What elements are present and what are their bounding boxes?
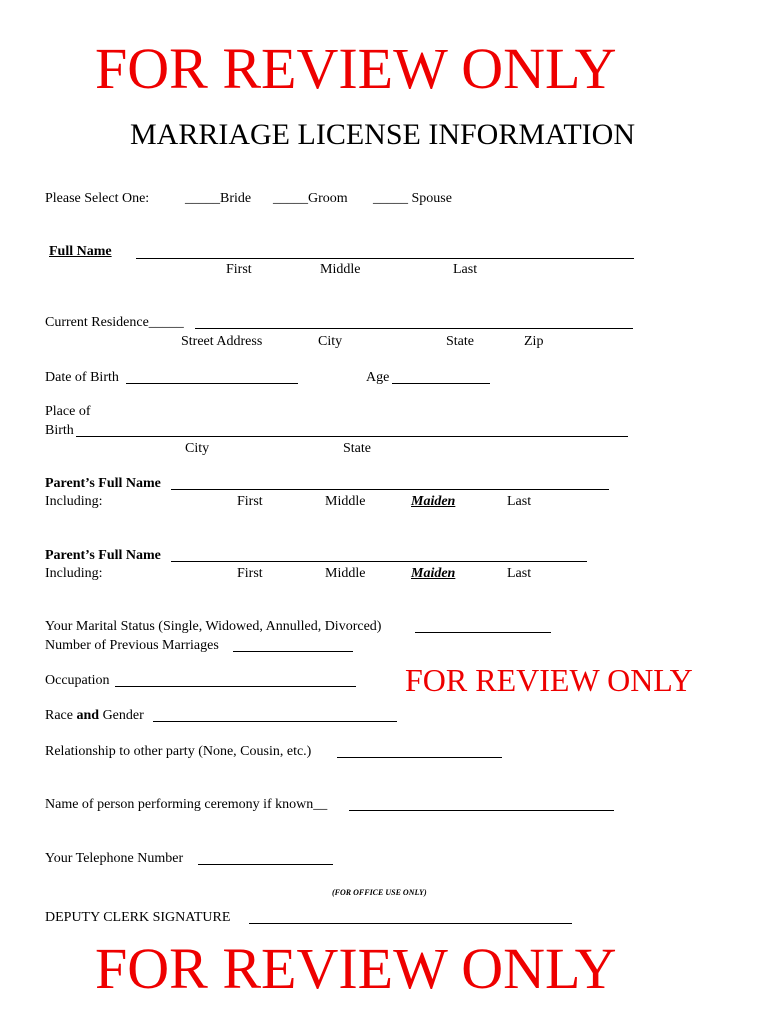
select-label: Please Select One:: [45, 191, 150, 206]
parent1-first-caption: First: [237, 494, 263, 509]
residence-street-caption: Street Address: [181, 334, 263, 349]
previous-marriages-label: Number of Previous Marriages: [45, 638, 219, 653]
residence-zip-caption: Zip: [524, 334, 544, 349]
parent2-label: Parent’s Full Name: [45, 548, 161, 563]
residence-state-caption: State: [446, 334, 474, 349]
parent2-including: Including:: [45, 566, 103, 581]
age-field[interactable]: [392, 383, 490, 384]
dob-field[interactable]: [126, 383, 298, 384]
option-bride[interactable]: _____Bride: [185, 191, 252, 206]
parent2-first-caption: First: [237, 566, 263, 581]
parent1-label: Parent’s Full Name: [45, 476, 161, 491]
parent1-field[interactable]: [171, 489, 609, 490]
dob-label: Date of Birth: [45, 370, 119, 385]
pob-field[interactable]: [76, 436, 628, 437]
full-name-middle-caption: Middle: [320, 262, 361, 277]
gender-text: Gender: [99, 708, 144, 723]
residence-city-caption: City: [318, 334, 343, 349]
relationship-field[interactable]: [337, 757, 502, 758]
officiant-field[interactable]: [349, 810, 614, 811]
watermark-bottom: FOR REVIEW ONLY: [95, 936, 617, 1001]
full-name-label: Full Name: [49, 244, 112, 259]
option-spouse[interactable]: _____ Spouse: [373, 191, 452, 206]
pob-state-caption: State: [343, 441, 371, 456]
deputy-clerk-signature-field[interactable]: [249, 923, 572, 924]
race-and-text: and: [76, 708, 100, 723]
watermark-middle: FOR REVIEW ONLY: [405, 662, 693, 698]
race-text: Race: [45, 708, 77, 723]
race-gender-field[interactable]: [153, 721, 397, 722]
age-label: Age: [366, 370, 390, 385]
deputy-clerk-label: DEPUTY CLERK SIGNATURE: [45, 910, 231, 925]
marital-status-label: Your Marital Status (Single, Widowed, Annulled, Divorced): [45, 619, 382, 634]
telephone-field[interactable]: [198, 864, 333, 865]
parent1-including: Including:: [45, 494, 103, 509]
pob-label-line2: Birth: [45, 423, 74, 438]
marital-status-field[interactable]: [415, 632, 551, 633]
parent2-middle-caption: Middle: [325, 566, 366, 581]
office-use-note: (FOR OFFICE USE ONLY): [332, 888, 427, 897]
watermark-top: FOR REVIEW ONLY: [95, 36, 617, 101]
pob-city-caption: City: [185, 441, 210, 456]
parent2-last-caption: Last: [507, 566, 532, 581]
race-gender-label: [45, 709, 144, 723]
parent2-field[interactable]: [171, 561, 587, 562]
officiant-label: Name of person performing ceremony if known__: [45, 797, 328, 812]
parent1-last-caption: Last: [507, 494, 532, 509]
relationship-label: Relationship to other party (None, Cousin, etc.): [45, 744, 312, 759]
page-title: MARRIAGE LICENSE INFORMATION: [130, 118, 636, 151]
full-name-first-caption: First: [226, 262, 252, 277]
occupation-label: Occupation: [45, 673, 110, 688]
full-name-field[interactable]: [136, 258, 634, 259]
telephone-label: Your Telephone Number: [45, 851, 184, 866]
parent1-middle-caption: Middle: [325, 494, 366, 509]
full-name-last-caption: Last: [453, 262, 478, 277]
previous-marriages-field[interactable]: [233, 651, 353, 652]
residence-field[interactable]: [195, 328, 633, 329]
option-groom[interactable]: _____Groom: [273, 191, 348, 206]
pob-label-line1: Place of: [45, 404, 91, 419]
parent2-maiden-caption: Maiden: [411, 566, 456, 581]
occupation-field[interactable]: [115, 686, 356, 687]
parent1-maiden-caption: Maiden: [411, 494, 456, 509]
residence-label: Current Residence_____: [45, 315, 184, 330]
